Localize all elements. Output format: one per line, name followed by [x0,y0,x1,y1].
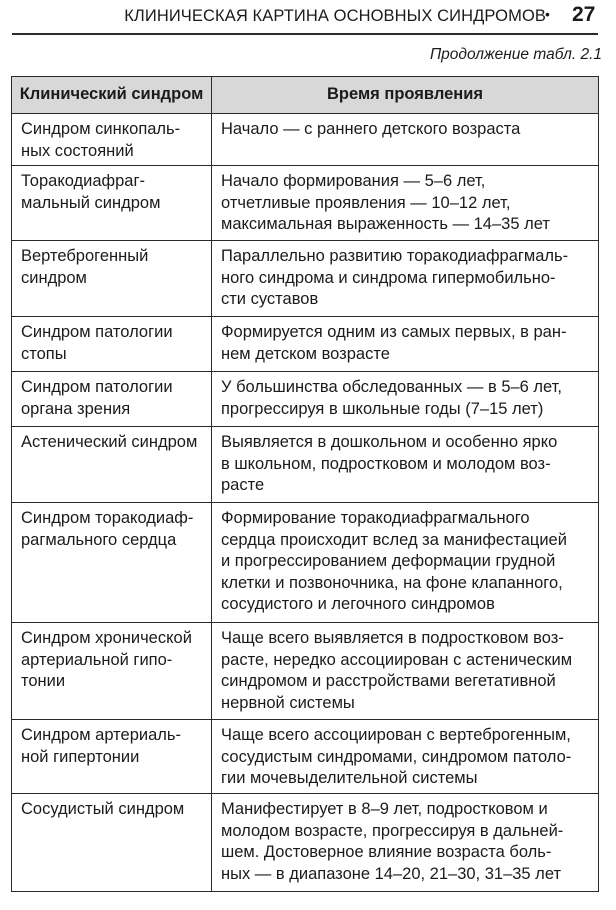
syndrome-cell [12,503,212,623]
syndrome-cell [12,427,212,503]
running-header-title: КЛИНИЧЕСКАЯ КАРТИНА ОСНОВНЫХ СИНДРОМОВ [124,7,546,25]
onset-line: синдромом и расстройствами вегетативной [221,672,556,690]
syndrome-cell [12,114,212,166]
onset-line: Начало формирования — 5–6 лет, [221,172,486,190]
table-row [12,317,599,372]
syndrome-line: ной гипертонии [21,747,140,766]
syndrome-line: артериальной гипо- [21,650,173,669]
syndrome-cell [12,317,212,372]
syndrome-cell [12,794,212,892]
page-number: 27 [572,3,596,26]
table-row [12,372,599,427]
onset-line: максимальная выраженность — 14–35 лет [221,215,550,233]
table-row [12,623,599,720]
onset-cell [212,427,599,503]
syndrome-line: Синдром хронической [21,629,192,647]
onset-line: Параллельно развитию торакодиафрагмаль- [221,247,569,265]
onset-line: У большинства обследованных — в 5–6 лет, [221,378,562,396]
onset-line: расте [221,476,265,494]
bullet-separator: • [545,6,550,22]
header-rule [12,33,598,35]
onset-cell [212,241,599,317]
onset-line: Выявляется в дошкольном и особенно ярко [221,433,558,451]
syndrome-line: Синдром артериаль- [21,726,181,744]
onset-cell [212,114,599,166]
table-row [12,241,599,317]
running-header [0,0,616,34]
syndrome-line: тонии [21,672,66,690]
syndrome-line: Вертеброгенный [21,247,149,265]
onset-line: отчетливые проявления — 10–12 лет, [221,193,511,212]
onset-line: ного синдрома и синдрома гипермобильно- [221,268,556,287]
onset-line: Чаще всего ассоциирован с вертеброгенным, [221,726,571,744]
onset-line: шем. Достоверное влияние возраста боль- [221,843,552,861]
column-header-onset: Время проявления [212,77,599,114]
onset-line: расте, нередко ассоциирован с астеническим [221,650,573,669]
onset-cell [212,794,599,892]
syndrome-cell [12,241,212,317]
syndrome-line: ных состояний [21,141,134,160]
syndrome-cell [12,623,212,720]
syndrome-line: стопы [21,344,67,363]
onset-line: Формирование торакодиафрагмального [221,509,530,527]
syndrome-line: Синдром торакодиаф- [21,509,194,527]
table-row [12,720,599,794]
syndromes-table [11,76,599,892]
onset-line: сосудистым синдромами, синдромом патоло- [221,747,572,766]
syndrome-line: Синдром синкопаль- [21,120,181,138]
table-row [12,794,599,892]
onset-line: Начало — с раннего детского возраста [221,120,521,138]
onset-line: сосудистого и легочного синдромов [221,595,495,613]
onset-line: клетки и позвоночника, на фоне клапанного, [221,573,563,592]
table-row [12,503,599,623]
onset-cell [212,623,599,720]
syndrome-line: Сосудистый синдром [21,800,185,818]
onset-line: ных — в диапазоне 14–20, 21–30, 31–35 лет [221,864,561,883]
syndrome-cell [12,372,212,427]
onset-line: и прогрессированием деформации грудной [221,552,556,570]
onset-line: Чаще всего выявляется в подростковом воз- [221,629,564,647]
table-header-row [12,77,599,114]
syndrome-line: Астенический синдром [21,433,198,451]
onset-cell [212,372,599,427]
table-continuation-note: Продолжение табл. 2.1 [429,46,602,63]
onset-cell [212,720,599,794]
onset-line: Манифестирует в 8–9 лет, подростковом и [221,800,548,818]
onset-cell [212,166,599,241]
table-row [12,166,599,241]
onset-line: нем детском возрасте [221,344,390,363]
syndrome-line: органа зрения [21,399,131,418]
syndrome-line: Торакодиафраг- [21,172,145,190]
syndrome-cell [12,720,212,794]
onset-line: гии мочевыделительной системы [221,769,478,787]
onset-line: нервной системы [221,693,355,712]
onset-line: в школьном, подростковом и молодом воз- [221,454,551,473]
syndrome-line: рагмального сердца [21,530,177,549]
onset-line: сердца происходит вслед за манифестацией [221,530,567,549]
onset-cell [212,503,599,623]
syndrome-line: синдром [21,268,87,287]
syndrome-cell [12,166,212,241]
syndrome-line: мальный синдром [21,193,161,212]
column-header-syndrome: Клинический синдром [12,77,212,114]
table-row [12,114,599,166]
table-row [12,427,599,503]
syndrome-line: Синдром патологии [21,378,173,396]
onset-line: Формируется одним из самых первых, в ран- [221,323,567,341]
onset-cell [212,317,599,372]
onset-line: сти суставов [221,290,319,308]
syndrome-line: Синдром патологии [21,323,173,341]
onset-line: молодом возрасте, прогрессируя в дальней- [221,821,564,840]
onset-line: прогрессируя в школьные годы (7–15 лет) [221,399,544,418]
